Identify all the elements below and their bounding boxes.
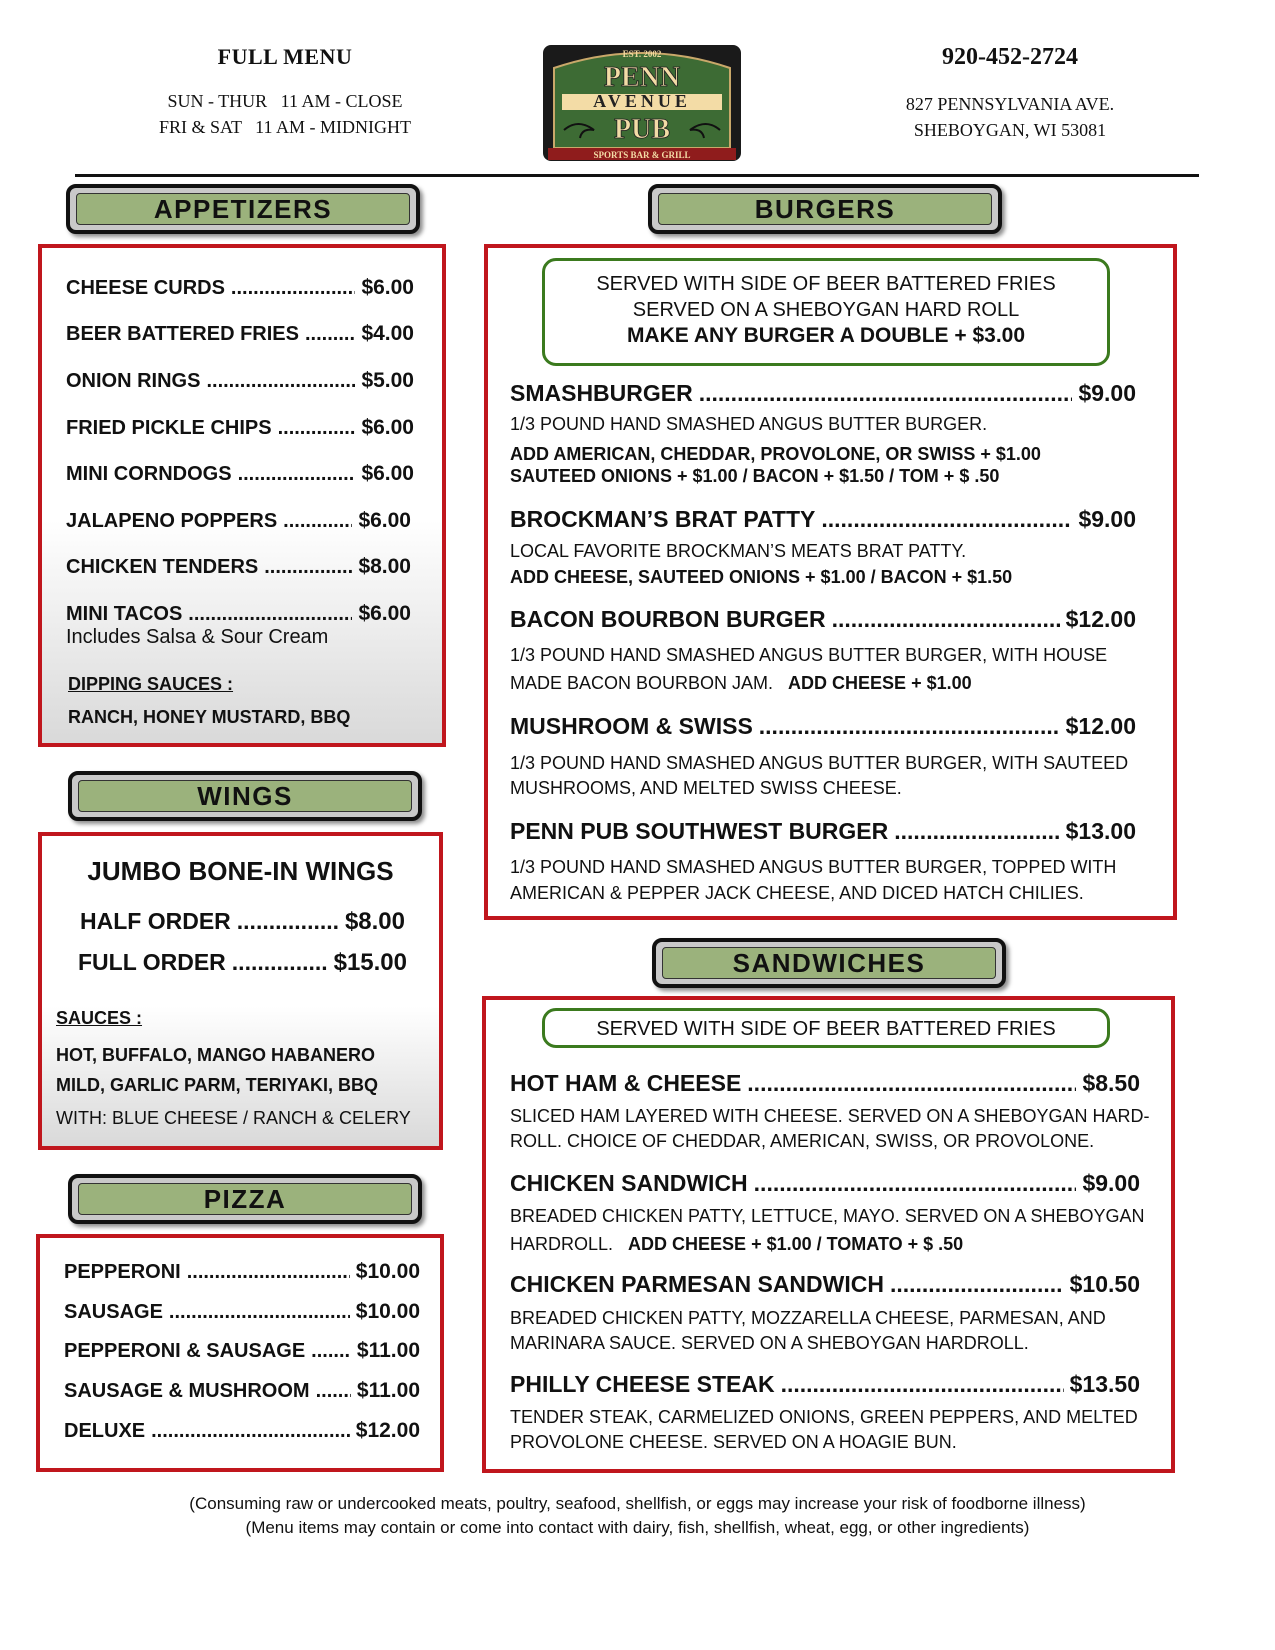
item-price: $10.00 bbox=[355, 1300, 420, 1323]
menu-item bbox=[66, 276, 414, 300]
sandwich-item-title bbox=[510, 1170, 1140, 1197]
item-name: HOT HAM & CHEESE bbox=[510, 1070, 742, 1096]
logo-line2: AVENUE bbox=[593, 91, 691, 111]
item-description: TENDER STEAK, CARMELIZED ONIONS, GREEN PEPPERS, AND MELTED bbox=[510, 1407, 1138, 1427]
item-description: BREADED CHICKEN PATTY, LETTUCE, MAYO. SERVED ON A SHEBOYGAN bbox=[510, 1206, 1145, 1226]
item-name: CHICKEN PARMESAN SANDWICH bbox=[510, 1271, 884, 1297]
item-price: $9.00 bbox=[1078, 506, 1136, 532]
item-price: $8.00 bbox=[344, 908, 405, 935]
burger-item-title bbox=[510, 606, 1136, 633]
item-price: $6.00 bbox=[361, 416, 414, 439]
item-name: CHEESE CURDS bbox=[66, 277, 225, 299]
item-price: $10.50 bbox=[1069, 1271, 1140, 1297]
burgers-box bbox=[484, 244, 1177, 920]
item-name: BEER BATTERED FRIES bbox=[66, 323, 299, 345]
item-name: JALAPENO POPPERS bbox=[66, 510, 278, 532]
pizza-item bbox=[64, 1379, 420, 1403]
pizza-box bbox=[36, 1234, 444, 1472]
item-price: $9.00 bbox=[1078, 380, 1136, 406]
sandwiches-title: SANDWICHES bbox=[662, 947, 996, 979]
item-name: PEPPERONI & SAUSAGE bbox=[64, 1340, 306, 1362]
item-description: BREADED CHICKEN PATTY, MOZZARELLA CHEESE, PARMESAN, AND bbox=[510, 1308, 1106, 1328]
item-description: ROLL. CHOICE OF CHEDDAR, AMERICAN, SWISS, OR PROVOLONE. bbox=[510, 1131, 1095, 1151]
address-line: SHEBOYGAN, WI 53081 bbox=[913, 120, 1107, 140]
pizza-item bbox=[64, 1300, 420, 1324]
menu-item bbox=[66, 602, 411, 626]
wings-box bbox=[38, 832, 443, 1150]
wings-headline: JUMBO BONE-IN WINGS bbox=[87, 856, 394, 886]
dipping-sauces-label: DIPPING SAUCES : bbox=[68, 674, 234, 694]
note-line: SERVED WITH SIDE OF BEER BATTERED FRIES bbox=[596, 273, 1056, 295]
item-description: 1/3 POUND HAND SMASHED ANGUS BUTTER BURGER. bbox=[510, 414, 988, 434]
item-name: SAUSAGE bbox=[64, 1301, 163, 1323]
wings-with-note: WITH: BLUE CHEESE / RANCH & CELERY bbox=[56, 1108, 411, 1128]
sandwich-item-title bbox=[510, 1070, 1140, 1097]
item-description: LOCAL FAVORITE BROCKMAN’S MEATS BRAT PATTY. bbox=[510, 541, 967, 561]
item-description: 1/3 POUND HAND SMASHED ANGUS BUTTER BURGER, WITH SAUTEED bbox=[510, 753, 1129, 773]
menu-item bbox=[66, 322, 414, 346]
item-add-on: ADD CHEESE, SAUTEED ONIONS + $1.00 / BACON + $1.50 bbox=[510, 567, 1013, 587]
sandwiches-note-box bbox=[542, 1008, 1110, 1048]
item-name: ONION RINGS bbox=[66, 370, 201, 392]
hours-line: SUN - THUR 11 AM - CLOSE bbox=[167, 91, 403, 111]
sauce-line: MILD, GARLIC PARM, TERIYAKI, BBQ bbox=[56, 1075, 379, 1095]
sandwich-item-title bbox=[510, 1371, 1140, 1398]
burger-item-title bbox=[510, 818, 1136, 845]
pub-logo bbox=[542, 44, 742, 162]
item-name: MINI CORNDOGS bbox=[66, 463, 232, 485]
item-description: SLICED HAM LAYERED WITH CHEESE. SERVED ON A SHEBOYGAN HARD- bbox=[510, 1106, 1150, 1126]
logo-line1: PENN bbox=[603, 62, 681, 93]
sauce-line: HOT, BUFFALO, MANGO HABANERO bbox=[56, 1045, 375, 1065]
wing-item bbox=[78, 949, 407, 977]
item-description: 1/3 POUND HAND SMASHED ANGUS BUTTER BURGER, TOPPED WITH bbox=[510, 857, 1117, 877]
disclaimer-line: (Consuming raw or undercooked meats, poultry, seafood, shellfish, or eggs may increase your risk of foodborne illness) bbox=[189, 1494, 1086, 1513]
item-price: $6.00 bbox=[358, 509, 411, 532]
phone-number: 920-452-2724 bbox=[942, 44, 1078, 70]
burgers-note-box bbox=[542, 258, 1110, 366]
item-description: AMERICAN & PEPPER JACK CHEESE, AND DICED HATCH CHILIES. bbox=[510, 883, 1084, 903]
item-price: $11.00 bbox=[356, 1379, 420, 1402]
tacos-note: Includes Salsa & Sour Cream bbox=[66, 626, 329, 648]
burger-item-title bbox=[510, 506, 1136, 533]
wings-title: WINGS bbox=[78, 780, 412, 812]
item-name: PEPPERONI bbox=[64, 1261, 181, 1283]
burger-item-title bbox=[510, 380, 1136, 407]
logo-est: EST. 2002 bbox=[622, 49, 662, 59]
item-name: BACON BOURBON BURGER bbox=[510, 606, 826, 632]
item-price: $9.00 bbox=[1082, 1170, 1140, 1196]
burgers-title: BURGERS bbox=[658, 193, 992, 225]
item-description: PROVOLONE CHEESE. SERVED ON A HOAGIE BUN. bbox=[510, 1432, 957, 1452]
item-name: MUSHROOM & SWISS bbox=[510, 713, 753, 739]
item-price: $11.00 bbox=[356, 1339, 420, 1362]
note-line: SERVED ON A SHEBOYGAN HARD ROLL bbox=[632, 299, 1020, 321]
menu-item bbox=[66, 369, 414, 393]
item-description bbox=[510, 1231, 963, 1257]
item-add-on: ADD CHEESE + $1.00 bbox=[788, 673, 972, 693]
item-price: $12.00 bbox=[1065, 713, 1136, 739]
item-price: $6.00 bbox=[358, 602, 411, 625]
note-line: SERVED WITH SIDE OF BEER BATTERED FRIES bbox=[596, 1018, 1056, 1040]
note-line: MAKE ANY BURGER A DOUBLE + $3.00 bbox=[626, 324, 1026, 347]
item-name: SAUSAGE & MUSHROOM bbox=[64, 1380, 310, 1402]
item-name: DELUXE bbox=[64, 1420, 146, 1442]
item-name: HALF ORDER bbox=[80, 908, 231, 934]
item-price: $10.00 bbox=[355, 1260, 420, 1283]
item-price: $6.00 bbox=[361, 462, 414, 485]
item-price: $6.00 bbox=[361, 276, 414, 299]
item-description-line: HARDROLL. bbox=[510, 1234, 614, 1254]
sauces-label: SAUCES : bbox=[56, 1008, 143, 1028]
appetizers-title-pill bbox=[66, 184, 420, 234]
item-description: 1/3 POUND HAND SMASHED ANGUS BUTTER BURGER, WITH HOUSE bbox=[510, 645, 1108, 665]
item-name: SMASHBURGER bbox=[510, 380, 693, 406]
appetizers-box bbox=[38, 244, 446, 747]
item-name: FRIED PICKLE CHIPS bbox=[66, 417, 272, 439]
item-description bbox=[510, 670, 972, 696]
item-price: $12.00 bbox=[1065, 606, 1136, 632]
burger-item-title bbox=[510, 713, 1136, 740]
footer-disclaimer bbox=[0, 1492, 1275, 1540]
pizza-item bbox=[64, 1339, 420, 1363]
item-description: MARINARA SAUCE. SERVED ON A SHEBOYGAN HARDROLL. bbox=[510, 1333, 1029, 1353]
pizza-item bbox=[64, 1419, 420, 1443]
appetizers-title: APPETIZERS bbox=[76, 193, 410, 225]
menu-item bbox=[66, 462, 414, 486]
menu-item bbox=[66, 555, 411, 579]
address-line: 827 PENNSYLVANIA AVE. bbox=[905, 94, 1115, 114]
pizza-title-pill bbox=[68, 1174, 422, 1224]
item-name: FULL ORDER bbox=[78, 949, 226, 975]
item-price: $4.00 bbox=[361, 322, 414, 345]
item-add-on: SAUTEED ONIONS + $1.00 / BACON + $1.50 / TOM + $ .50 bbox=[510, 466, 1000, 486]
menu-title: FULL MENU bbox=[217, 44, 353, 69]
item-name: PENN PUB SOUTHWEST BURGER bbox=[510, 818, 889, 844]
sandwiches-title-pill bbox=[652, 938, 1006, 988]
item-name: CHICKEN SANDWICH bbox=[510, 1170, 748, 1196]
item-price: $13.50 bbox=[1069, 1371, 1140, 1397]
logo-tagline: SPORTS BAR & GRILL bbox=[593, 150, 691, 160]
dipping-sauces-list: RANCH, HONEY MUSTARD, BBQ bbox=[68, 707, 351, 727]
hours-block bbox=[95, 44, 475, 140]
item-price: $8.50 bbox=[1082, 1070, 1140, 1096]
item-add-on: ADD AMERICAN, CHEDDAR, PROVOLONE, OR SWISS + $1.00 bbox=[510, 444, 1041, 464]
item-name: BROCKMAN’S BRAT PATTY bbox=[510, 506, 816, 532]
wings-title-pill bbox=[68, 771, 422, 821]
item-name: MINI TACOS bbox=[66, 603, 183, 625]
item-description: MUSHROOMS, AND MELTED SWISS CHEESE. bbox=[510, 778, 902, 798]
menu-item bbox=[66, 416, 414, 440]
header-divider bbox=[75, 174, 1199, 177]
item-name: PHILLY CHEESE STEAK bbox=[510, 1371, 775, 1397]
menu-item bbox=[66, 509, 411, 533]
contact-block bbox=[840, 44, 1180, 143]
item-add-on: ADD CHEESE + $1.00 / TOMATO + $ .50 bbox=[628, 1234, 964, 1254]
pizza-title: PIZZA bbox=[78, 1183, 412, 1215]
hours-line: FRI & SAT 11 AM - MIDNIGHT bbox=[158, 117, 412, 137]
burgers-title-pill bbox=[648, 184, 1002, 234]
logo-line3: PUB bbox=[614, 114, 670, 145]
sandwiches-box bbox=[482, 996, 1175, 1473]
item-price: $8.00 bbox=[358, 555, 411, 578]
disclaimer-line: (Menu items may contain or come into contact with dairy, fish, shellfish, wheat, egg, or other ingredients) bbox=[245, 1518, 1030, 1537]
pizza-item bbox=[64, 1260, 420, 1284]
item-description-line: MADE BACON BOURBON JAM. bbox=[510, 673, 774, 693]
wing-item bbox=[80, 908, 405, 936]
item-price: $13.00 bbox=[1065, 818, 1136, 844]
item-price: $15.00 bbox=[333, 949, 407, 976]
sandwich-item-title bbox=[510, 1271, 1140, 1298]
item-price: $12.00 bbox=[355, 1419, 420, 1442]
item-price: $5.00 bbox=[361, 369, 414, 392]
item-name: CHICKEN TENDERS bbox=[66, 556, 259, 578]
